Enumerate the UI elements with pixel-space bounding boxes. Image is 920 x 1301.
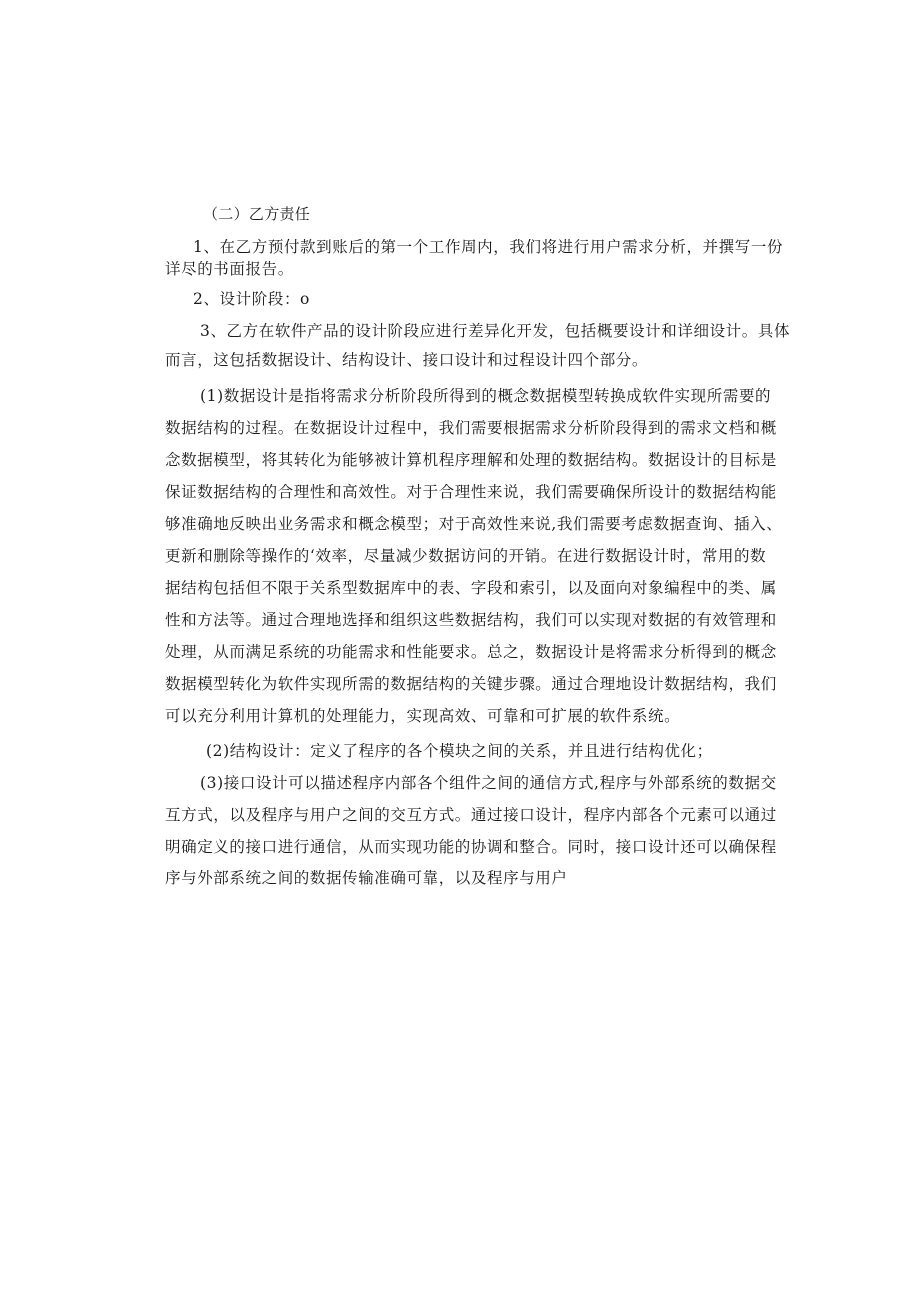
sub-3-line-3: 明确定义的接口进行通信，从而实现功能的协调和整合。同时，接口设计还可以确保程 [165,838,777,856]
sub-1-line-10: 数据模型转化为软件实现所需的数据结构的关键步骤。通过合理地设计数据结构，我们 [165,675,777,693]
sub-2-line-1: (2)结构设计：定义了程序的各个模块之间的关系，并且进行结构优化； [206,742,713,760]
sub-3-line-4: 序与外部系统之间的数据传输准确可靠，以及程序与用户 [165,869,568,887]
sub-1-line-6: 更新和删除等操作的‘效率，尽量减少数据访问的开销。在进行数据设计时，常用的数 [165,547,767,565]
sub-3-line-1: (3)接口设计可以描述程序内部各个组件之间的通信方式,程序与外部系统的数据交 [200,774,777,792]
item-2-line-1: 2、设计阶段：o [193,290,310,308]
sub-1-line-1: (1)数据设计是指将需求分析阶段所得到的概念数据模型转换成软件实现所需要的 [200,387,772,405]
sub-1-line-3: 念数据模型，将其转化为能够被计算机程序理解和处理的数据结构。数据设计的目标是 [165,451,777,469]
item-1-line-2: 详尽的书面报告。 [165,260,294,278]
sub-1-line-4: 保证数据结构的合理性和高效性。对于合理性来说，我们需要确保所设计的数据结构能 [165,483,777,501]
sub-1-line-9: 处理，从而满足系统的功能需求和性能要求。总之，数据设计是将需求分析得到的概念 [165,643,777,661]
sub-3-line-2: 互方式，以及程序与用户之间的交互方式。通过接口设计，程序内部各个元素可以通过 [165,806,777,824]
item-3-line-1: 3、乙方在软件产品的设计阶段应进行差异化开发，包括概要设计和详细设计。具体 [200,322,791,340]
sub-1-line-7: 据结构包括但不限于关系型数据库中的表、字段和索引，以及面向对象编程中的类、属 [165,579,777,597]
item-1-line-1: 1、在乙方预付款到账后的第一个工作周内，我们将进行用户需求分析，并撰写一份 [193,238,784,256]
sub-1-line-5: 够准确地反映出业务需求和概念模型；对于高效性来说,我们需要考虑数据查询、插入、 [165,515,783,533]
sub-1-line-2: 数据结构的过程。在数据设计过程中，我们需要根据需求分析阶段得到的需求文档和概 [165,419,777,437]
sub-1-line-8: 性和方法等。通过合理地选择和组织这些数据结构，我们可以实现对数据的有效管理和 [165,611,777,629]
section-heading: （二）乙方责任 [203,205,311,223]
sub-1-line-11: 可以充分利用计算机的处理能力，实现高效、可靠和可扩展的软件系统。 [165,707,681,725]
item-3-line-2: 而言，这包括数据设计、结构设计、接口设计和过程设计四个部分。 [165,351,649,369]
